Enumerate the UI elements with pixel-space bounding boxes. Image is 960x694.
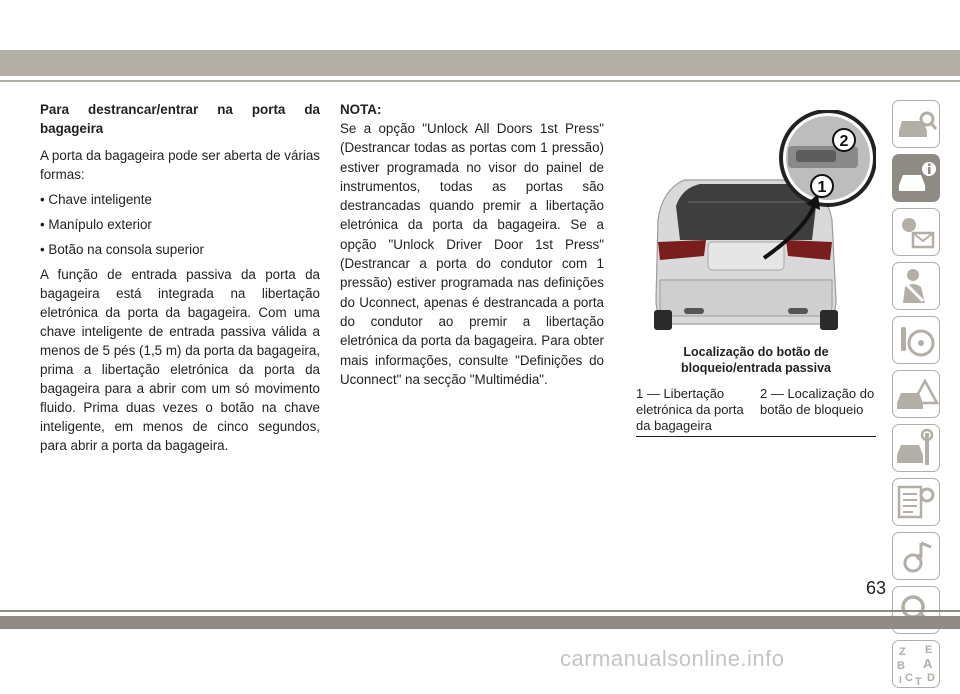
- index-letter-a: A: [923, 656, 933, 671]
- chapter-tabs: [892, 100, 940, 694]
- bottom-band: [0, 616, 960, 629]
- car-warning-icon: [893, 371, 939, 417]
- tab-instrument-panel[interactable]: [892, 208, 940, 256]
- tab-technical-specs[interactable]: [892, 478, 940, 526]
- callout-1: 1: [817, 179, 827, 196]
- music-location-icon: [893, 533, 939, 579]
- tab-getting-to-know[interactable]: [892, 154, 940, 202]
- page-number: 63: [866, 578, 887, 598]
- tab-index[interactable]: [892, 640, 940, 688]
- index-letter-z: Z: [899, 646, 906, 658]
- index-letter-d: D: [927, 672, 935, 684]
- tab-starting-operating[interactable]: [892, 316, 940, 364]
- index-letter-c: C: [905, 672, 913, 684]
- car-wrench-icon: [893, 425, 939, 471]
- tab-in-case-emergency[interactable]: [892, 370, 940, 418]
- bottom-band-line: [0, 610, 960, 612]
- callout-2: 2: [839, 133, 849, 150]
- index-letter-i: I: [899, 675, 902, 686]
- legend-item-1: 1 — Libertação eletrónica da porta da bagageira: [636, 386, 744, 433]
- light-envelope-icon: [893, 209, 939, 255]
- tab-vehicle-intro[interactable]: [892, 100, 940, 148]
- body-paragraph: A função de entrada passiva da porta da bagageira está integrada na libertação eletrónica da porta da bagageira. Com uma chave inteligente de entrada passiva válida a menos de 5 pés (1,5 m) da porta da bagageira, prima a libertação eletrónica da porta da bagageira para a abrir com um só movimento fluido. Prima duas vezes o botão na chave inteligente, em menos de cinco segundos, para abrir a porta da bagageira.: [40, 267, 320, 453]
- section-heading: Para destrancar/entrar na porta da bagageira: [40, 102, 320, 136]
- vehicle-rear-illustration: [636, 110, 876, 332]
- car-info-icon: [893, 155, 939, 201]
- alphabet-index-icon: [893, 641, 939, 687]
- left-column: [40, 100, 320, 461]
- intro-paragraph: A porta da bagageira pode ser aberta de várias formas:: [40, 148, 320, 182]
- right-column: [340, 100, 604, 389]
- tab-safety[interactable]: [892, 262, 940, 310]
- top-band-line: [0, 80, 960, 82]
- index-letter-b: B: [897, 660, 905, 672]
- liftgate-figure: [636, 110, 876, 332]
- note-body: Se a opção "Unlock All Doors 1st Press" (Destrancar todas as portas com 1 pressão) estiver programada no visor do painel de instrumentos, todas as portas são destrancadas quando premir a libertação eletrónica da porta da bagageira. Se a opção "Unlock Driver Door 1st Press" (Destrancar a porta do condutor com 1 pressão) estiver programada nas definições do Uconnect, apenas é destrancada a porta do condutor ao premir a libertação eletrónica da porta da bagageira. Para obter mais informações, consulte "Definições do Uconnect" na secção "Multimédia".: [340, 121, 604, 387]
- watermark: carmanualsonline.info: [560, 646, 785, 671]
- index-letter-e: E: [925, 644, 933, 656]
- list-gear-icon: [893, 479, 939, 525]
- seatbelt-person-icon: [893, 263, 939, 309]
- note-label: NOTA:: [340, 102, 382, 117]
- steering-wheel-icon: [893, 317, 939, 363]
- legend-item-2: 2 — Localização do botão de bloqueio: [760, 386, 875, 417]
- top-band: [0, 50, 960, 76]
- bullet-smart-key: • Chave inteligente: [40, 192, 152, 207]
- index-letter-t: T: [915, 676, 922, 687]
- tab-servicing-maintenance[interactable]: [892, 424, 940, 472]
- car-magnifier-icon: [893, 101, 939, 147]
- bullet-overhead-console: • Botão na consola superior: [40, 242, 204, 257]
- tab-multimedia[interactable]: [892, 532, 940, 580]
- legend-divider: [636, 436, 876, 437]
- bullet-exterior-handle: • Manípulo exterior: [40, 217, 152, 232]
- figure-caption: Localização do botão de bloqueio/entrada passiva: [680, 345, 832, 375]
